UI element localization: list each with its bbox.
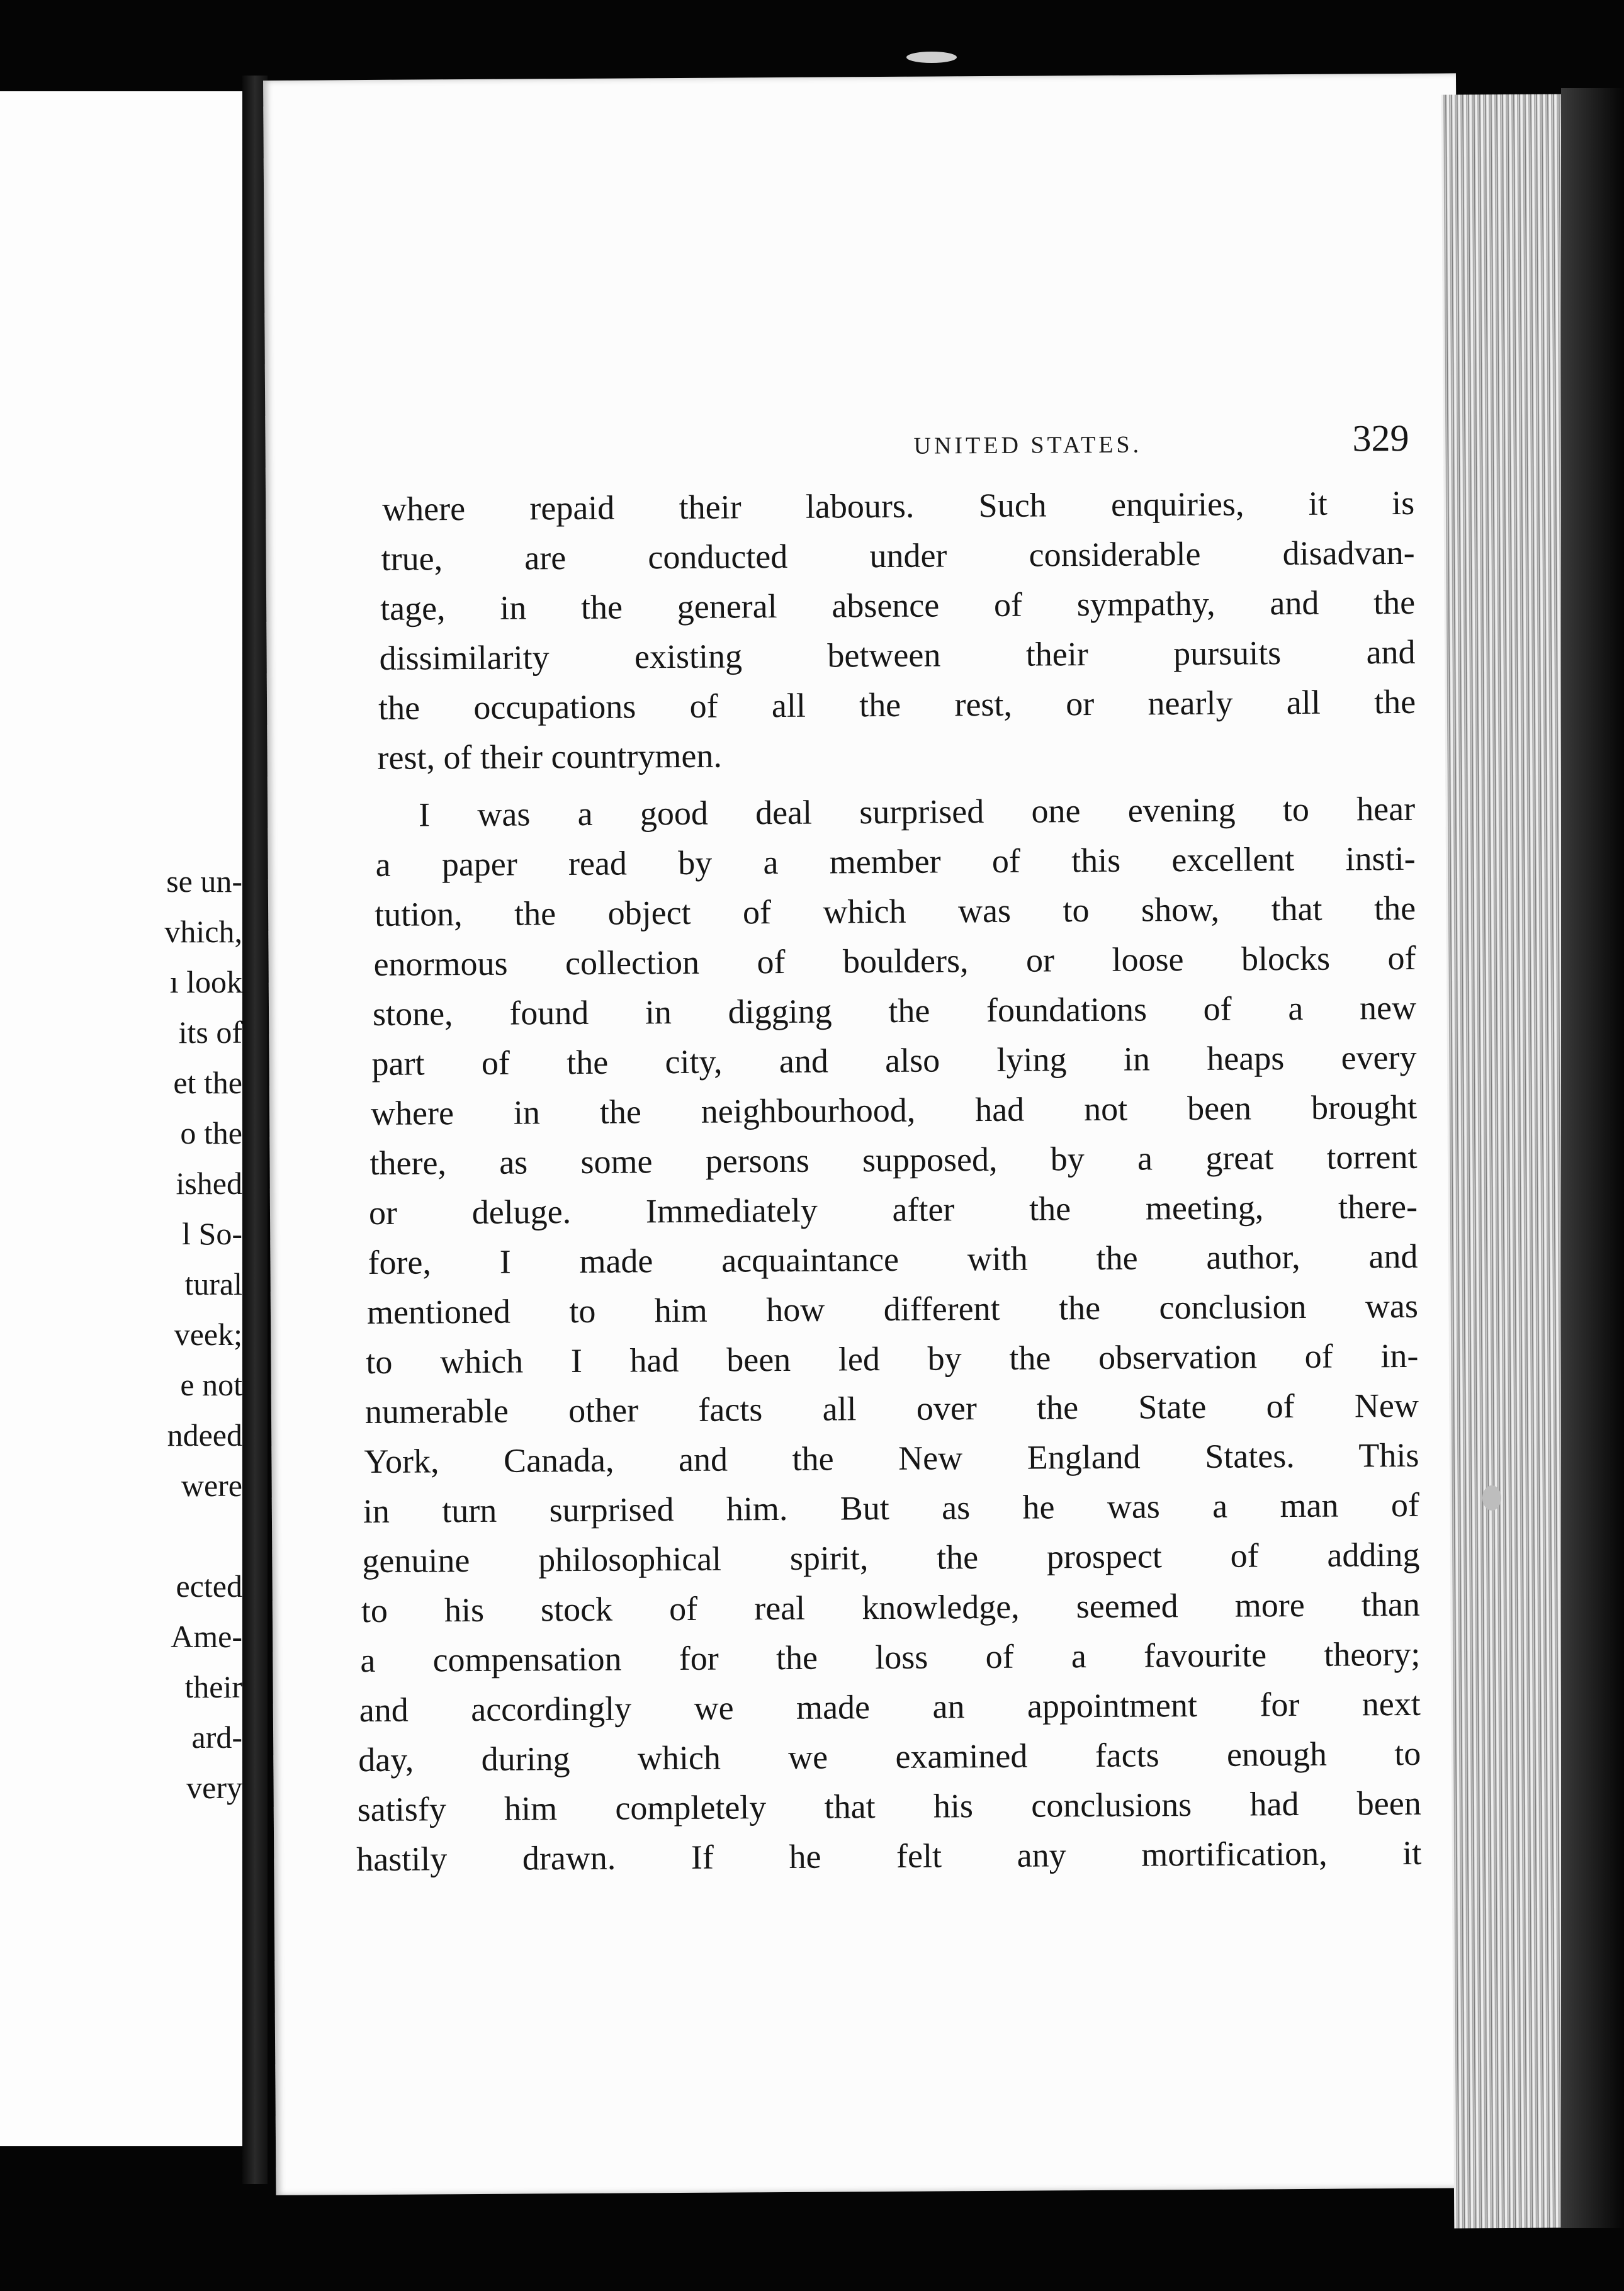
gutter-shadow bbox=[242, 76, 268, 2184]
right-page bbox=[263, 73, 1469, 2195]
text-line: York, Canada, and the New England States. This bbox=[364, 1436, 1419, 1481]
left-page-line: tural bbox=[184, 1266, 242, 1302]
text-line: a compensation for the loss of a favourite theory; bbox=[360, 1635, 1421, 1680]
text-line: a paper read by a member of this excellent insti- bbox=[375, 839, 1416, 884]
text-line: stone, found in digging the foundations of a new bbox=[372, 988, 1417, 1033]
left-page-line: were bbox=[181, 1468, 242, 1503]
left-page-line: veek; bbox=[174, 1317, 242, 1352]
text-line: there, as some persons supposed, by a great torrent bbox=[369, 1137, 1418, 1182]
running-head: UNITED STATES. bbox=[913, 431, 1142, 459]
text-line: or deluge. Immediately after the meeting, there- bbox=[368, 1187, 1418, 1232]
text-line: where in the neighbourhood, had not been brought bbox=[370, 1088, 1418, 1132]
text-line: in turn surprised him. But as he was a man of bbox=[363, 1485, 1420, 1531]
left-page-line: Ame- bbox=[171, 1619, 242, 1654]
text-line: hastily drawn. If he felt any mortification, it bbox=[356, 1833, 1422, 1879]
text-line: day, during which we examined facts enough to bbox=[358, 1734, 1421, 1779]
left-page-line: ndeed bbox=[167, 1417, 242, 1453]
text-line: genuine philosophical spirit, the prospect of adding bbox=[362, 1535, 1420, 1580]
text-line: tage, in the general absence of sympathy, and the bbox=[380, 583, 1416, 628]
left-page-line: ected bbox=[176, 1568, 242, 1604]
fore-edge-shadow bbox=[1561, 88, 1624, 2228]
left-page-line: l So- bbox=[182, 1216, 242, 1251]
text-line: and accordingly we made an appointment for next bbox=[359, 1684, 1421, 1730]
left-page bbox=[0, 91, 246, 2146]
page-number: 329 bbox=[1352, 417, 1409, 459]
page-fore-edge bbox=[1441, 94, 1574, 2228]
text-line: part of the city, and also lying in heaps every bbox=[371, 1038, 1417, 1083]
scan-speck bbox=[906, 52, 957, 63]
text-line: enormous collection of boulders, or loose blocks of bbox=[373, 938, 1416, 983]
left-page-line: et the bbox=[173, 1065, 242, 1100]
left-page-line: very bbox=[186, 1770, 242, 1805]
left-page-line: ard- bbox=[191, 1720, 242, 1755]
text-line: I was a good deal surprised one evening to hear bbox=[418, 789, 1416, 834]
text-line: the occupations of all the rest, or nearly all the bbox=[378, 682, 1416, 727]
text-line: tution, the object of which was to show, that the bbox=[374, 889, 1416, 933]
left-page-line: ished bbox=[176, 1166, 242, 1201]
left-page-line: its of bbox=[178, 1015, 242, 1050]
left-page-line: their bbox=[184, 1669, 242, 1704]
left-page-line: vhich, bbox=[164, 914, 242, 949]
text-line: satisfy him completely that his conclusions had been bbox=[357, 1784, 1421, 1829]
text-line: to which I had been led by the observation of in- bbox=[366, 1336, 1419, 1382]
left-page-line: e not bbox=[180, 1367, 242, 1402]
text-line: rest, of their countrymen. bbox=[377, 736, 723, 777]
text-line: dissimilarity existing between their pursuits and bbox=[379, 633, 1416, 677]
text-line: numerable other facts all over the State of New bbox=[364, 1386, 1419, 1431]
text-line: where repaid their labours. Such enquiries, it is bbox=[381, 483, 1415, 528]
left-page-line: ı look bbox=[169, 964, 242, 999]
body-text bbox=[263, 73, 1469, 2195]
text-line: true, are conducted under considerable disadvan- bbox=[381, 533, 1415, 578]
text-line: to his stock of real knowledge, seemed more than bbox=[361, 1585, 1421, 1630]
text-line: mentioned to him how different the conclusion was bbox=[366, 1286, 1419, 1332]
left-page-line: se un- bbox=[166, 864, 242, 899]
left-page-line: o the bbox=[180, 1115, 242, 1151]
scan-speck bbox=[1482, 1485, 1501, 1511]
text-line: fore, I made acquaintance with the author, and bbox=[368, 1237, 1418, 1282]
